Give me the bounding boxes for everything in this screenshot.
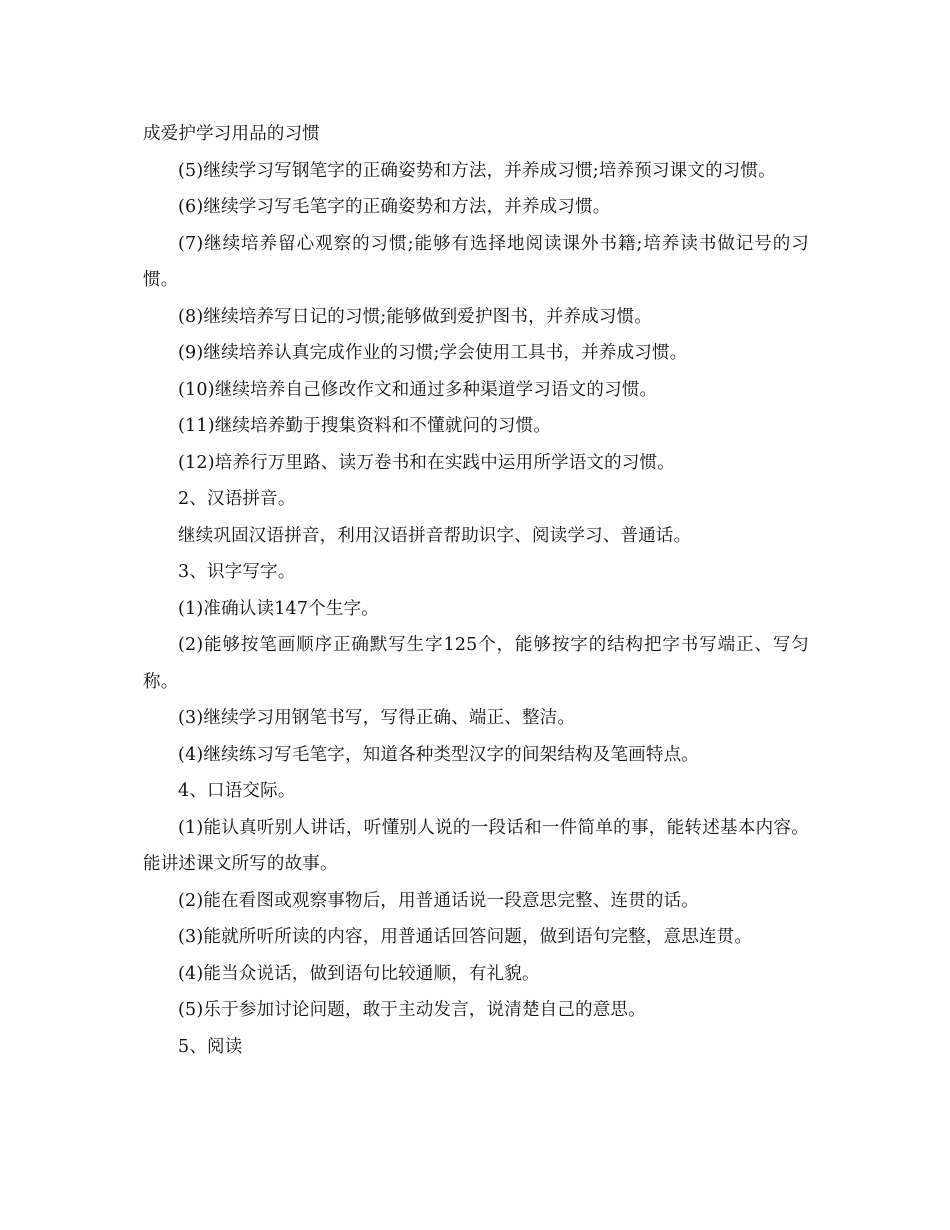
section-heading: 5、阅读 bbox=[178, 1036, 243, 1057]
section-heading: 4、口语交际。 bbox=[178, 781, 296, 801]
paragraph: (12)培养行万里路、读万卷书和在实践中运用所学语文的习惯。 bbox=[178, 452, 675, 473]
paragraph: 继续巩固汉语拼音，利用汉语拼音帮助识字、阅读学习、普通话。 bbox=[178, 525, 692, 546]
paragraph: (11)继续培养勤于搜集资料和不懂就问的习惯。 bbox=[178, 416, 552, 436]
document-body bbox=[143, 116, 809, 1065]
paragraph: (8)继续培养写日记的习惯;能够做到爱护图书，并养成习惯。 bbox=[178, 306, 652, 327]
paragraph: (1)准确认读147个生字。 bbox=[178, 598, 379, 619]
paragraph: (10)继续培养自己修改作文和通过多种渠道学习语文的习惯。 bbox=[178, 379, 658, 400]
paragraph: 成爱护学习用品的习惯 bbox=[143, 124, 320, 144]
paragraph: (7)继续培养留心观察的习惯;能够有选择地阅读课外书籍;培养读书做记号的习惯。 bbox=[143, 233, 809, 290]
paragraph: (2)能在看图或观察事物后，用普通话说一段意思完整、连贯的话。 bbox=[178, 890, 699, 911]
paragraph: (6)继续学习写毛笔字的正确姿势和方法，并养成习惯。 bbox=[178, 197, 611, 217]
paragraph: (3)继续学习用钢笔书写，写得正确、端正、整洁。 bbox=[178, 708, 576, 728]
section-heading: 2、汉语拼音。 bbox=[178, 489, 296, 509]
paragraph: (5)继续学习写钢笔字的正确姿势和方法，并养成习惯;培养预习课文的习惯。 bbox=[178, 160, 776, 181]
paragraph: (2)能够按笔画顺序正确默写生字125个，能够按字的结构把字书写端正、写匀称。 bbox=[143, 635, 809, 692]
paragraph: (9)继续培养认真完成作业的习惯;学会使用工具书，并养成习惯。 bbox=[178, 343, 688, 363]
paragraph: (5)乐于参加讨论问题，敢于主动发言，说清楚自己的意思。 bbox=[178, 1000, 646, 1020]
paragraph: (4)继续练习写毛笔字，知道各种类型汉字的间架结构及笔画特点。 bbox=[178, 744, 699, 765]
section-heading: 3、识字写字。 bbox=[178, 562, 296, 582]
paragraph: (3)能就所听所读的内容，用普通话回答问题，做到语句完整，意思连贯。 bbox=[178, 927, 753, 947]
paragraph: (4)能当众说话，做到语句比较通顺，有礼貌。 bbox=[178, 963, 540, 984]
paragraph: (1)能认真听别人讲话，听懂别人说的一段话和一件简单的事，能转述基本内容。能讲述课文所写的故事。 bbox=[143, 817, 809, 874]
